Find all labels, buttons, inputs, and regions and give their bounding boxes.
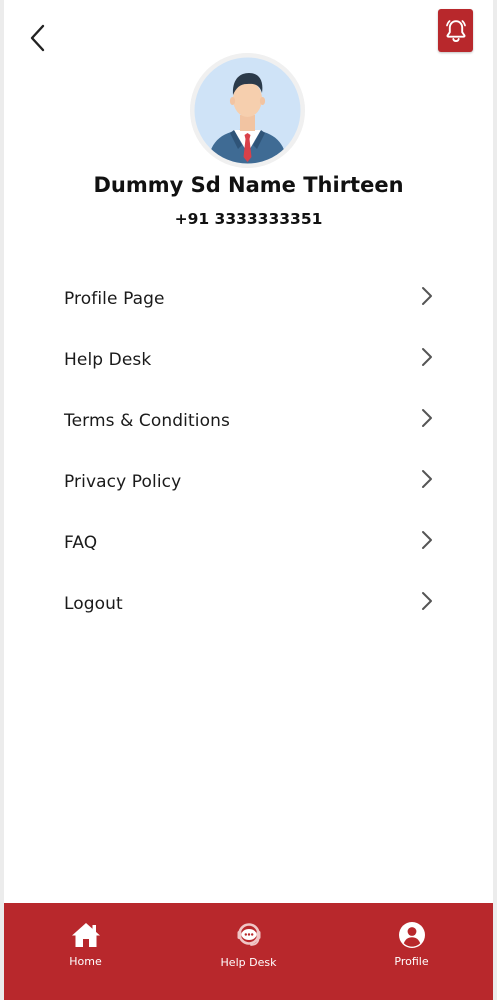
menu-item-label: Privacy Policy — [64, 471, 182, 492]
nav-item-label: Home — [69, 955, 102, 968]
profile-menu — [4, 268, 493, 634]
nav-item-label: Help Desk — [220, 956, 277, 969]
menu-item-help-desk[interactable] — [4, 329, 493, 390]
support-chat-icon — [234, 920, 264, 950]
bell-icon — [444, 18, 468, 44]
nav-item-home[interactable] — [4, 903, 167, 1000]
menu-item-logout[interactable] — [4, 573, 493, 634]
home-icon — [70, 921, 102, 949]
notification-button[interactable] — [438, 9, 473, 52]
nav-item-help-desk[interactable] — [167, 903, 330, 1000]
bottom-nav — [4, 903, 493, 1000]
nav-item-profile[interactable] — [330, 903, 493, 1000]
user-name: Dummy Sd Name Thirteen — [93, 173, 404, 197]
chevron-right-icon — [418, 345, 436, 369]
menu-item-terms-conditions[interactable] — [4, 390, 493, 451]
avatar — [190, 53, 305, 168]
menu-item-profile-page[interactable] — [4, 268, 493, 329]
menu-item-label: Terms & Conditions — [64, 410, 230, 431]
profile-screen — [4, 0, 493, 1000]
user-phone: +91 3333333351 — [174, 210, 323, 228]
chevron-left-icon — [26, 23, 50, 53]
back-button[interactable] — [20, 20, 56, 56]
nav-item-label: Profile — [394, 955, 429, 968]
menu-item-privacy-policy[interactable] — [4, 451, 493, 512]
chevron-right-icon — [418, 406, 436, 430]
businessman-avatar — [190, 53, 305, 168]
chevron-right-icon — [418, 528, 436, 552]
chevron-right-icon — [418, 467, 436, 491]
chevron-right-icon — [418, 589, 436, 613]
menu-item-label: FAQ — [64, 532, 98, 553]
menu-item-label: Help Desk — [64, 349, 152, 370]
chevron-right-icon — [418, 284, 436, 308]
menu-item-label: Logout — [64, 593, 123, 614]
menu-item-faq[interactable] — [4, 512, 493, 573]
user-circle-icon — [398, 921, 426, 949]
menu-item-label: Profile Page — [64, 288, 165, 309]
